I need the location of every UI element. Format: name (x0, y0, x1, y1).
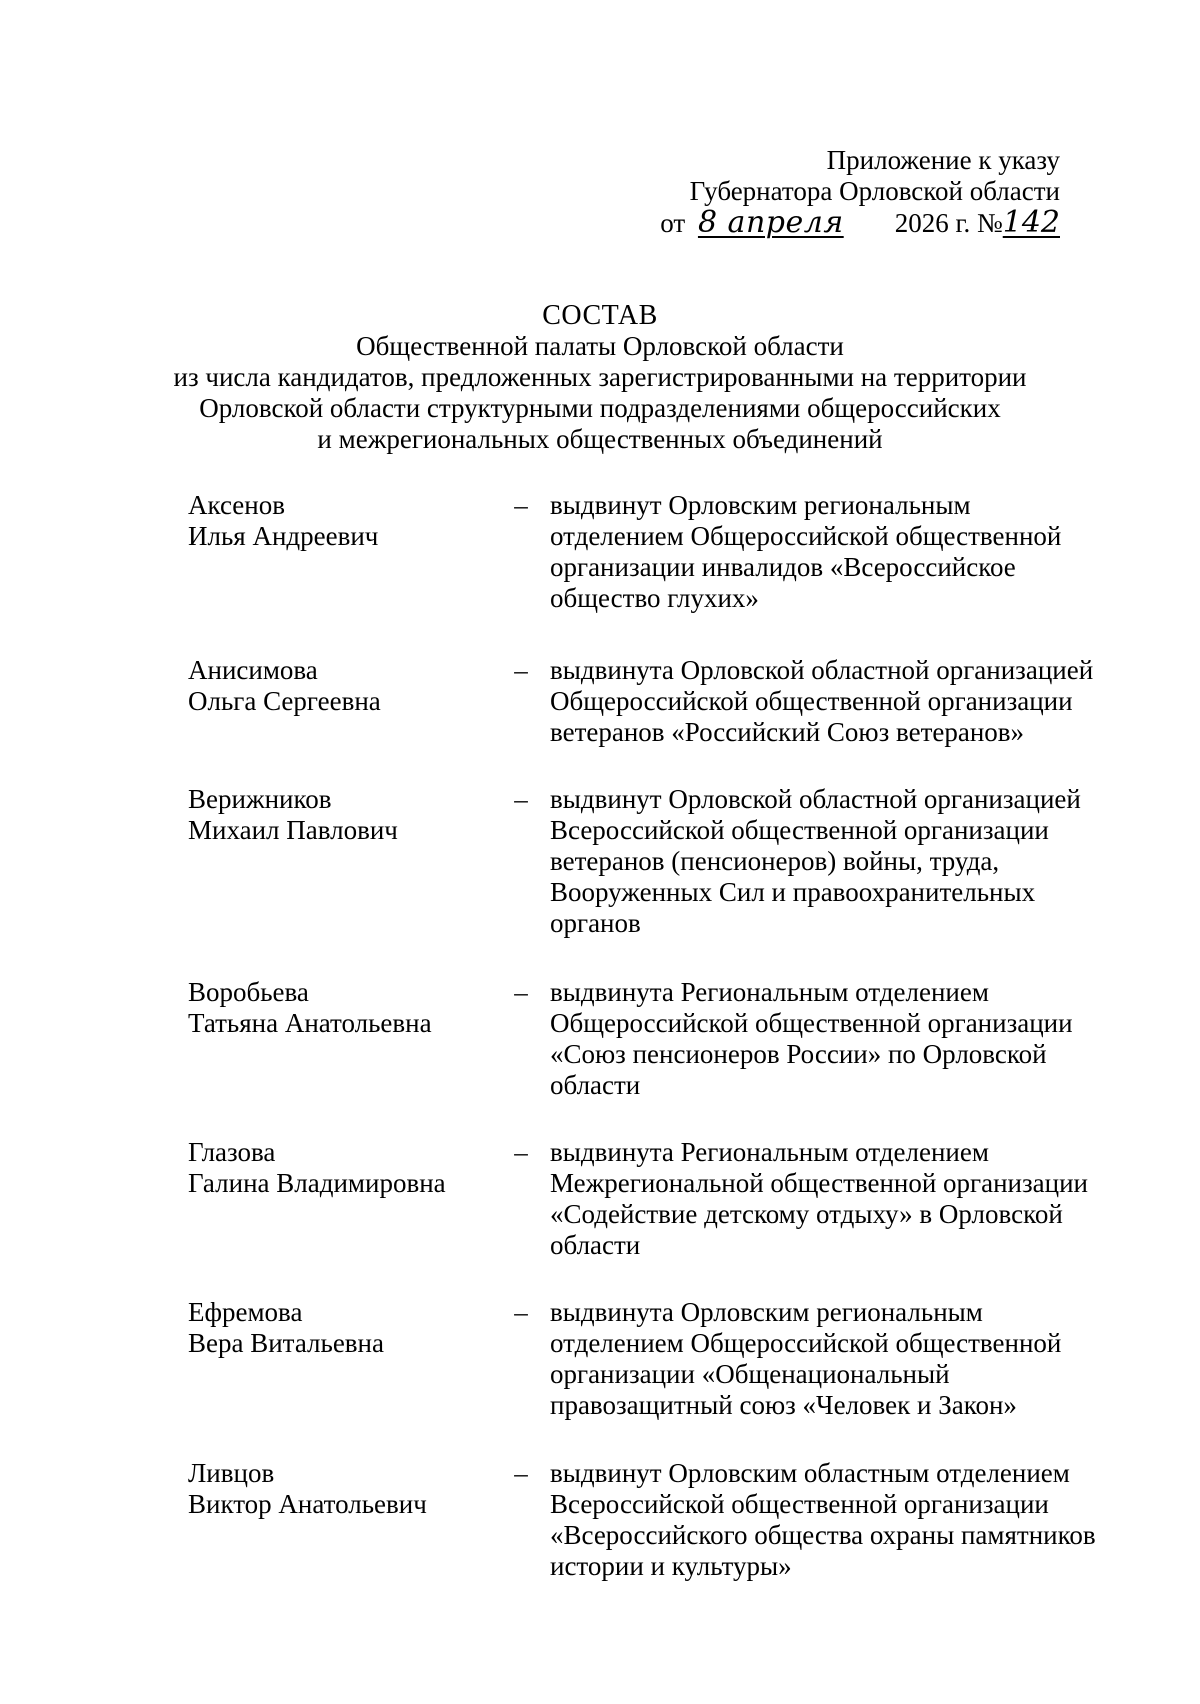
member-name (188, 784, 508, 939)
member-entry (188, 784, 1100, 939)
member-surname: Воробьева (188, 977, 309, 1007)
member-surname: Аксенов (188, 490, 285, 520)
member-dash: – (514, 1137, 528, 1167)
member-description: выдвинут Орловским областным отделением Всероссийской общественной организации «Всероссийского общества охраны памятников истории и культуры» (550, 1458, 1096, 1581)
member-given-names: Илья Андреевич (188, 521, 379, 551)
member-dash: – (514, 1297, 528, 1327)
document-title (120, 300, 1080, 455)
member-description: выдвинута Орловской областной организацией Общероссийской общественной организации ветеранов «Российский Союз ветеранов» (550, 655, 1094, 747)
member-surname: Ефремова (188, 1297, 303, 1327)
appendix-header (600, 145, 1060, 239)
member-name (188, 490, 508, 614)
date-prefix: от (660, 208, 686, 238)
member-given-names: Виктор Анатольевич (188, 1489, 427, 1519)
member-description: выдвинута Орловским региональным отделением Общероссийской общественной организации «Общенациональный правозащитный союз «Человек и Закон» (550, 1297, 1062, 1420)
title-heading: СОСТАВ (542, 300, 658, 331)
member-dash: – (514, 1458, 528, 1488)
member-description: выдвинут Орловской областной организацией Всероссийской общественной организации ветеранов (пенсионеров) войны, труда, Вооруженных Сил и правоохранительных органов (550, 784, 1081, 938)
member-surname: Ливцов (188, 1458, 275, 1488)
title-line-1: Общественной палаты Орловской области (356, 331, 844, 361)
title-line-3: Орловской области структурными подразделениями общероссийских (199, 393, 1001, 423)
handwritten-number: 142 (1002, 205, 1060, 240)
member-entry (188, 490, 1100, 614)
member-description: выдвинута Региональным отделением Общероссийской общественной организации «Союз пенсионеров России» по Орловской области (550, 977, 1073, 1100)
appendix-line-1: Приложение к указу (826, 145, 1060, 175)
member-name (188, 655, 508, 748)
member-entry (188, 1458, 1100, 1582)
members-list (188, 490, 1100, 1582)
member-description: выдвинута Региональным отделением Межрегиональной общественной организации «Содействие детскому отдыху» в Орловской области (550, 1137, 1088, 1260)
member-given-names: Галина Владимировна (188, 1168, 446, 1198)
member-dash: – (514, 655, 528, 685)
member-entry (188, 1137, 1100, 1261)
member-name (188, 1297, 508, 1421)
member-entry (188, 655, 1100, 748)
handwritten-date: 8 апреля (697, 205, 844, 240)
member-surname: Верижников (188, 784, 332, 814)
member-given-names: Ольга Сергеевна (188, 686, 381, 716)
title-line-4: и межрегиональных общественных объединений (317, 424, 883, 454)
member-dash: – (514, 490, 528, 520)
member-surname: Глазова (188, 1137, 276, 1167)
appendix-line-2: Губернатора Орловской области (689, 176, 1060, 206)
member-name (188, 1458, 508, 1582)
member-entry (188, 1297, 1100, 1421)
member-dash: – (514, 977, 528, 1007)
member-given-names: Михаил Павлович (188, 815, 398, 845)
member-surname: Анисимова (188, 655, 318, 685)
member-dash: – (514, 784, 528, 814)
appendix-date-line (600, 207, 1060, 239)
member-given-names: Вера Витальевна (188, 1328, 384, 1358)
title-line-2: из числа кандидатов, предложенных зарегистрированными на территории (173, 362, 1027, 392)
member-name (188, 1137, 508, 1261)
date-year-number-label: 2026 г. № (894, 208, 1003, 238)
member-entry (188, 977, 1100, 1101)
member-given-names: Татьяна Анатольевна (188, 1008, 432, 1038)
member-description: выдвинут Орловским региональным отделением Общероссийской общественной организации инвалидов «Всероссийское общество глухих» (550, 490, 1062, 613)
member-name (188, 977, 508, 1101)
